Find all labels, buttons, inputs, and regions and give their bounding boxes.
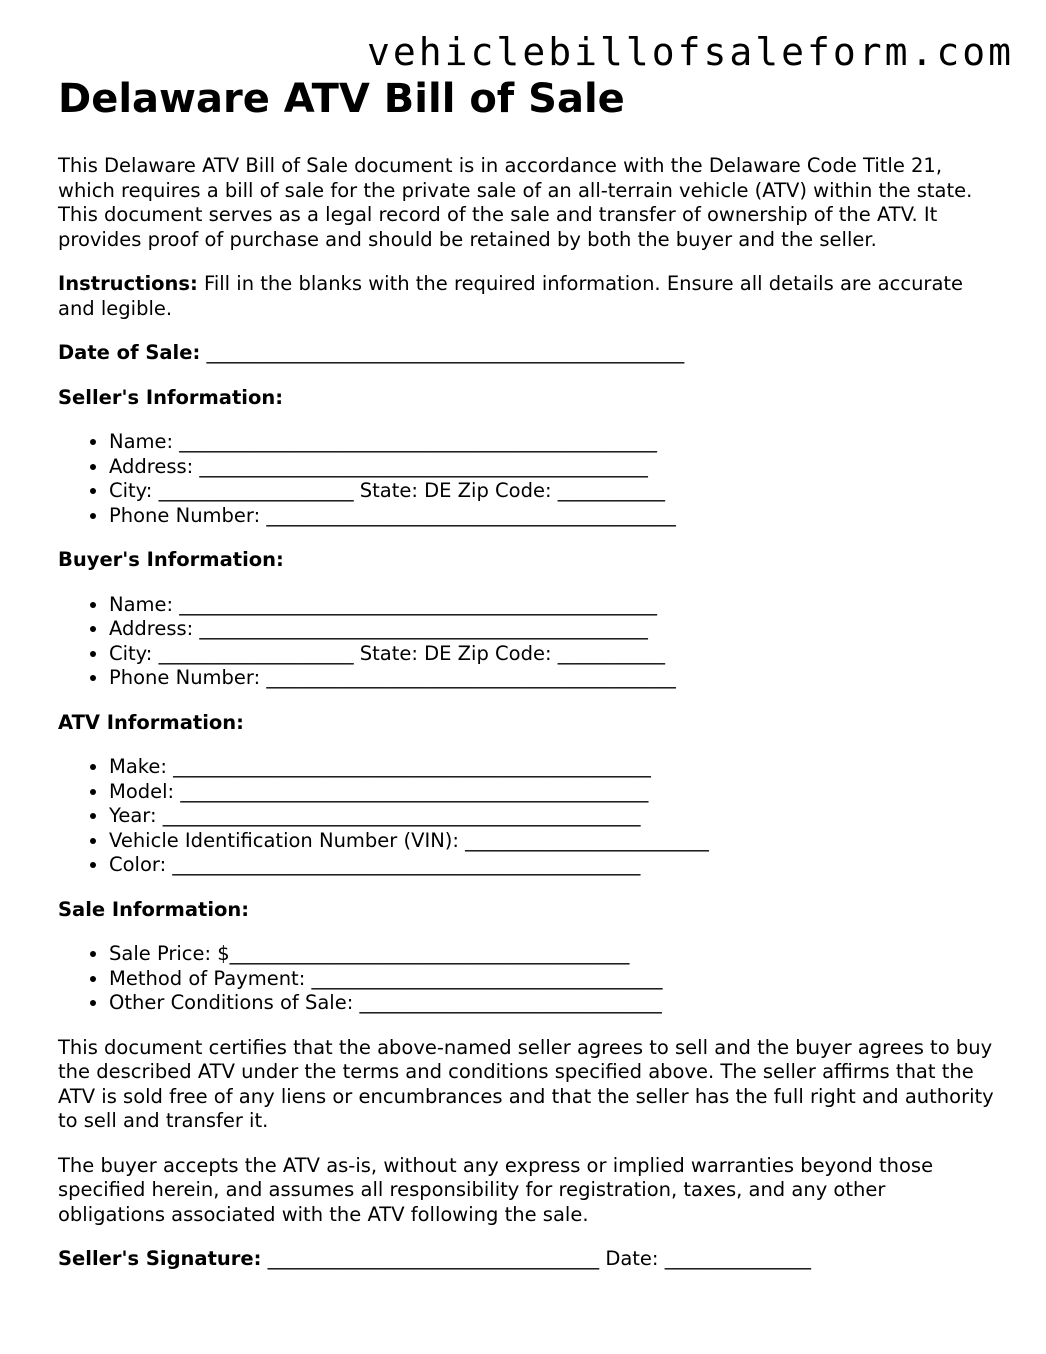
buyer-fields-list	[58, 593, 998, 691]
buyer-address-field[interactable]: • Address: ______________________________________________	[109, 617, 998, 642]
watermark: vehiclebillofsaleform.com	[367, 30, 1014, 74]
seller-phone-field[interactable]: • Phone Number: __________________________________________	[109, 504, 998, 529]
seller-fields-list	[58, 430, 998, 528]
atv-year-field[interactable]: • Year: _________________________________________________	[109, 804, 998, 829]
seller-signature-field[interactable]	[58, 1247, 998, 1272]
date-of-sale-field[interactable]	[58, 341, 998, 366]
atv-section-title: ATV Information:	[58, 710, 244, 734]
page-title: Delaware ATV Bill of Sale	[58, 76, 625, 122]
atv-make-field[interactable]: • Make: _________________________________________________	[109, 755, 998, 780]
seller-address-field[interactable]: • Address: ______________________________________________	[109, 455, 998, 480]
sale-section-title: Sale Information:	[58, 897, 250, 921]
seller-city-state-zip-field[interactable]: • City: ____________________ State: DE Zip Code: ___________	[109, 479, 998, 504]
document-page	[58, 72, 998, 1272]
seller-name-field[interactable]: • Name: _________________________________________________	[109, 430, 998, 455]
buyer-acceptance-paragraph: The buyer accepts the ATV as-is, without any express or implied warranties beyond those specified herein, and assumes all responsibility for registration, taxes, and any other obligations associated with the ATV following the sale.	[58, 1153, 934, 1226]
buyer-section-title: Buyer's Information:	[58, 548, 284, 571]
intro-paragraph: This Delaware ATV Bill of Sale document is in accordance with the Delaware Code Title 21, which requires a bill of sale for the private sale of an all-terrain vehicle (ATV) within the state. This document serves as a legal record of the sale and transfer of ownership of the ATV. It provides proof of purchase and should be retained by both the buyer and the seller.	[58, 154, 973, 251]
certification-paragraph: This document certifies that the above-named seller agrees to sell and the buyer agrees to buy the described ATV under the terms and conditions specified above. The seller affirms that the ATV is sold free of any liens or encumbrances and that the seller has the full right and authority to sell and transfer it.	[58, 1035, 994, 1132]
instructions-text: Fill in the blanks with the required information. Ensure all details are accurate and legible.	[58, 272, 964, 320]
date-of-sale-blank[interactable]: _________________________________________________	[200, 341, 685, 364]
atv-fields-list	[58, 755, 998, 878]
payment-method-field[interactable]: • Method of Payment: ____________________________________	[109, 967, 998, 992]
seller-signature-label: Seller's Signature:	[58, 1247, 262, 1270]
buyer-phone-field[interactable]: • Phone Number: __________________________________________	[109, 666, 998, 691]
buyer-name-field[interactable]: • Name: _________________________________________________	[109, 593, 998, 618]
seller-signature-blank[interactable]: __________________________________ Date: _______________	[261, 1247, 811, 1270]
atv-model-field[interactable]: • Model: ________________________________________________	[109, 780, 998, 805]
atv-vin-field[interactable]: • Vehicle Identification Number (VIN): _________________________	[109, 829, 998, 854]
instructions-paragraph	[58, 272, 998, 321]
sale-fields-list	[58, 942, 998, 1016]
atv-color-field[interactable]: • Color: ________________________________________________	[109, 853, 998, 878]
other-conditions-field[interactable]: • Other Conditions of Sale: _______________________________	[109, 991, 998, 1016]
instructions-label: Instructions:	[58, 272, 198, 295]
date-of-sale-label: Date of Sale:	[58, 341, 201, 364]
seller-section-title: Seller's Information:	[58, 385, 284, 409]
buyer-city-state-zip-field[interactable]: • City: ____________________ State: DE Zip Code: ___________	[109, 642, 998, 667]
sale-price-field[interactable]: • Sale Price: $_________________________________________	[109, 942, 998, 967]
